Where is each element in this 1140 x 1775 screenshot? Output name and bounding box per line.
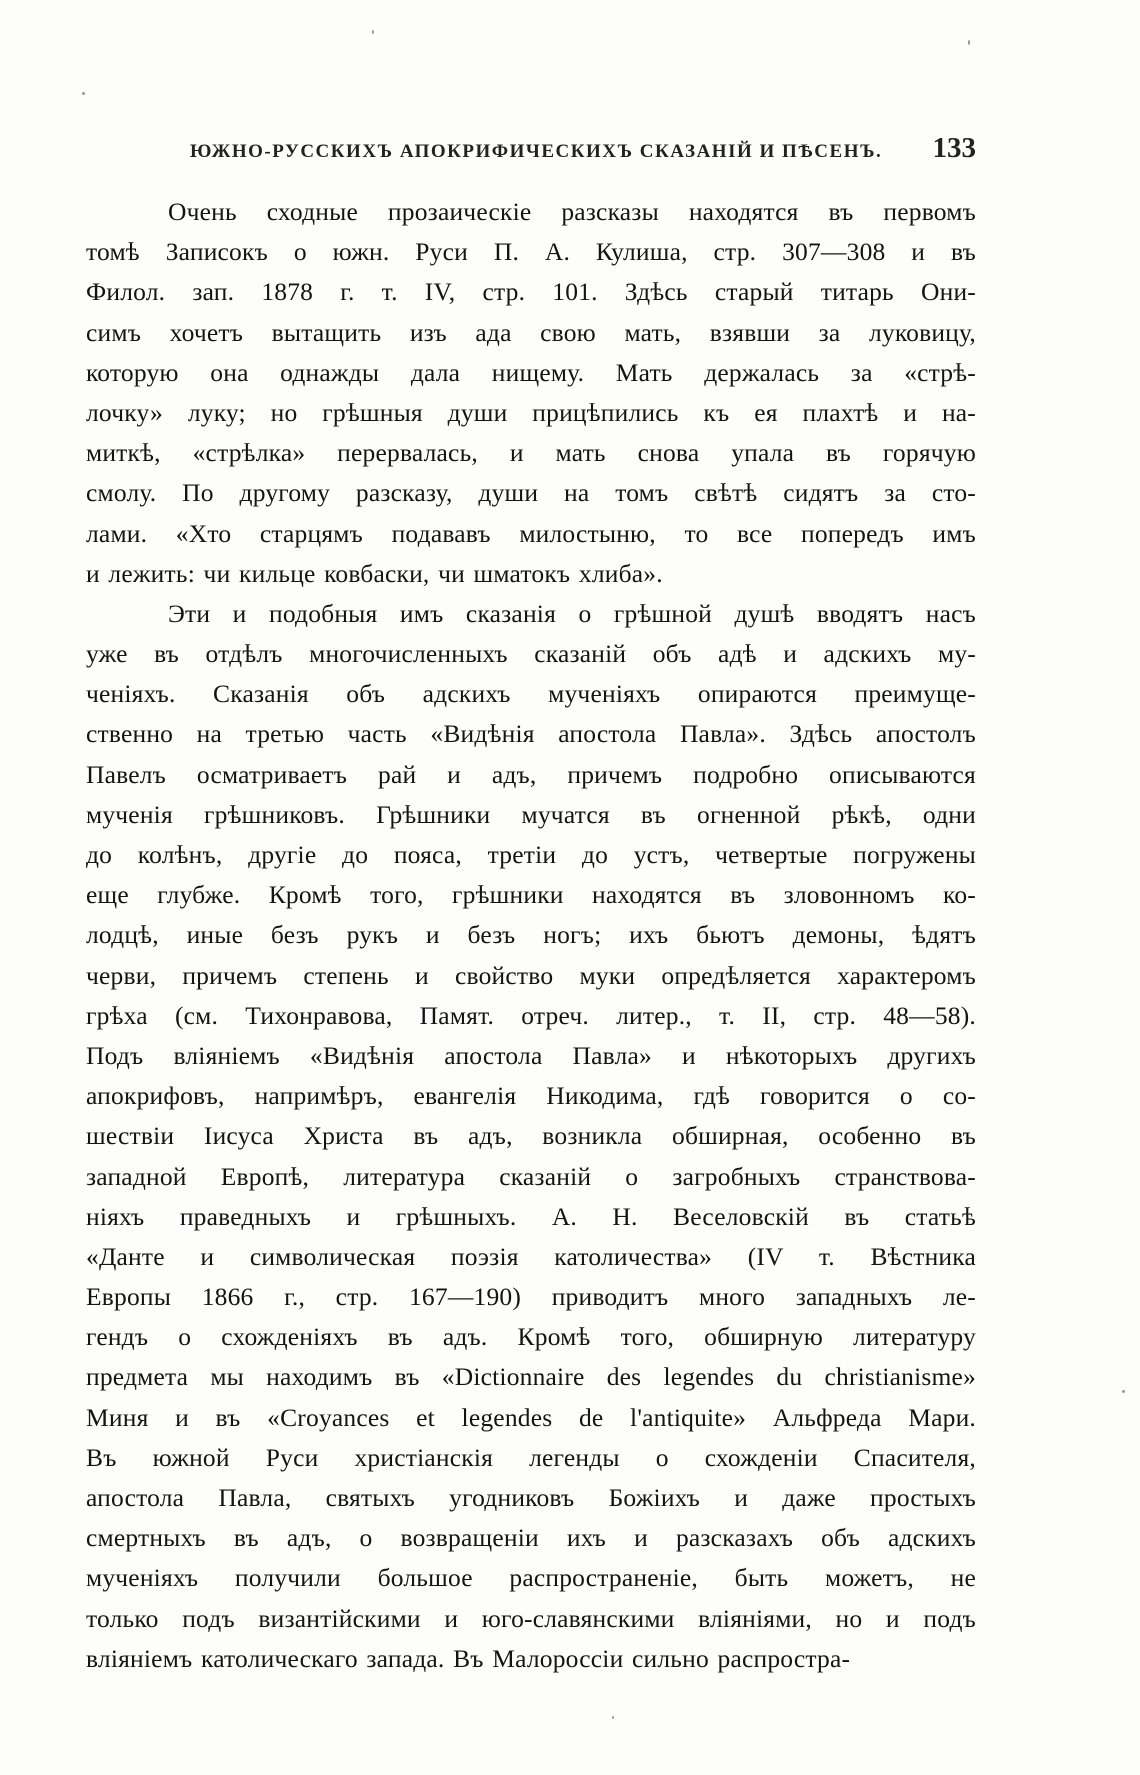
text-line: миткѣ, «стрѣлка» перервалась, и мать снова упала въ горячую: [86, 438, 976, 468]
text-line: уже въ отдѣлъ многочисленныхъ сказаній объ адѣ и адскихъ му-: [86, 639, 976, 669]
text-line: ніяхъ праведныхъ и грѣшныхъ. А. Н. Веселовскій въ статьѣ: [86, 1201, 976, 1231]
text-line: «Данте и символическая поэзія католичества» (IV т. Вѣстника: [86, 1241, 976, 1271]
text-line: гендъ о схожденіяхъ въ адъ. Кромѣ того, обширную литературу: [86, 1322, 976, 1352]
text-line: Павелъ осматриваетъ рай и адъ, причемъ подробно описываются: [86, 759, 976, 789]
text-line: апостола Павла, святыхъ угодниковъ Божіихъ и даже простыхъ: [86, 1483, 976, 1512]
text-line: Въ южной Руси христіанскія легенды о схожденіи Спасителя,: [86, 1442, 976, 1472]
paper-speck: [612, 1716, 614, 1719]
paper-speck: [1122, 1390, 1125, 1393]
text-line: грѣха (см. Тихонравова, Памят. отреч. литер., т. II, стр. 48—58).: [86, 1000, 976, 1030]
page-body: [86, 192, 976, 1679]
page-number: 133: [932, 132, 976, 164]
text-line: Европы 1866 г., стр. 167—190) приводитъ много западныхъ ле-: [86, 1282, 976, 1312]
text-line: еще глубже. Кромѣ того, грѣшники находятся въ зловонномъ ко-: [86, 880, 976, 910]
text-line: предмета мы находимъ въ «Dictionnaire des legendes du christianisme»: [86, 1362, 976, 1392]
text-line: смолу. По другому разсказу, души на томъ свѣтѣ сидятъ за сто-: [86, 478, 976, 508]
text-line: ченіяхъ. Сказанія объ адскихъ мученіяхъ опираются преимуще-: [86, 679, 976, 709]
text-line: Эти и подобныя имъ сказанія о грѣшной душѣ вводятъ насъ: [168, 598, 976, 628]
text-line: лочку» луку; но грѣшныя души прицѣпились къ ея плахтѣ и на-: [86, 397, 976, 427]
text-line: Подъ вліяніемъ «Видѣнія апостола Павла» и нѣкоторыхъ другихъ: [86, 1040, 976, 1070]
text-line: черви, причемъ степень и свойство муки опредѣляется характеромъ: [86, 960, 976, 990]
paragraph: [86, 594, 976, 1679]
text-line: шествіи Іисуса Христа въ адъ, возникла обширная, особенно въ: [86, 1121, 976, 1151]
text-line: Очень сходные прозаическіе разсказы находятся въ первомъ: [168, 197, 976, 226]
text-line: и лежить: чи кильце ковбаски, чи шматокъ хлиба».: [86, 558, 663, 588]
paper-speck: [372, 30, 374, 34]
text-line: смертныхъ въ адъ, о возвращеніи ихъ и разсказахъ объ адскихъ: [86, 1523, 976, 1553]
text-line: ственно на третью часть «Видѣнія апостола Павла». Здѣсь апостолъ: [86, 719, 976, 749]
text-line: которую она однажды дала нищему. Мать держалась за «стрѣ-: [86, 357, 976, 387]
paragraph: [86, 192, 976, 594]
text-line: Филол. зап. 1878 г. т. IV, стр. 101. Здѣсь старый титарь Они-: [86, 277, 976, 307]
text-line: вліяніемъ католическаго запада. Въ Малороссіи сильно распростра-: [86, 1643, 851, 1673]
text-line: западной Европѣ, литература сказаній о загробныхъ странствова-: [86, 1161, 976, 1191]
text-line: только подъ византійскими и юго-славянскими вліяніями, но и подъ: [86, 1603, 976, 1633]
running-head: ЮЖНО-РУССКИХЪ АПОКРИФИЧЕСКИХЪ СКАЗАНІЙ И ПѢСЕНЪ.: [190, 141, 883, 162]
text-line: симъ хочетъ вытащить изъ ада свою мать, взявши за луковицу,: [86, 317, 976, 347]
text-line: мученіяхъ получили большое распространеніе, быть можетъ, не: [86, 1563, 976, 1593]
page-header: [190, 132, 976, 165]
text-line: апокрифовъ, напримѣръ, евангелія Никодима, гдѣ говорится о со-: [86, 1081, 976, 1111]
paper-speck: [82, 92, 85, 95]
text-line: лодцѣ, иные безъ рукъ и безъ ногъ; ихъ бьютъ демоны, ѣдятъ: [86, 920, 976, 950]
text-line: мученія грѣшниковъ. Грѣшники мучатся въ огненной рѣкѣ, одни: [86, 799, 976, 829]
text-line: до колѣнъ, другіе до пояса, третіи до устъ, четвертые погружены: [86, 840, 976, 869]
text-line: Миня и въ «Croyances et legendes de l'antiquite» Альфреда Мари.: [86, 1402, 976, 1432]
text-line: лами. «Хто старцямъ подававъ милостыню, то все попередъ имъ: [86, 518, 976, 548]
text-line: томѣ Записокъ о южн. Руси П. А. Кулиша, стр. 307—308 и въ: [86, 237, 976, 267]
paper-speck: [968, 40, 970, 45]
